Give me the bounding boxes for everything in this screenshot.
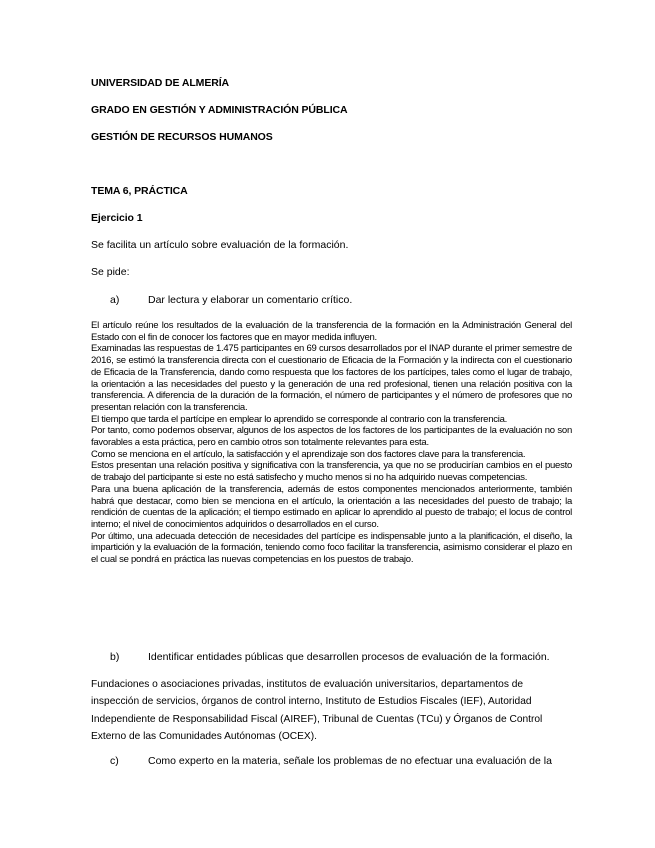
answer-a-paragraph: Como se menciona en el artículo, la satisfacción y el aprendizaje son dos factores clave para la transferencia. [91,448,526,460]
item-a [91,294,352,306]
item-c-text: Como experto en la materia, señale los problemas de no efectuar una evaluación de la [148,755,552,767]
answer-a-paragraph: Examinadas las respuestas de 1.475 participantes en 69 cursos desarrollados por el INAP durante el primer semestre de 2016, se estimó la transferencia directa con el cuestionario de Eficacia de la Formación y la indirecta con el cuestionario de Eficacia de la Transferencia, dando como respuesta que los factores de los partícipes, tales como el lugar de trabajo, la orientación a las necesidades del puesto y la generación de una red profesional, tienen una relación positiva con la transferencia. A diferencia de la duración de la formación, el número de participantes y el número de profesores que no presentan relación con la transferencia. [91,343,572,413]
exercise-heading: Ejercicio 1 [91,212,143,224]
university-heading: UNIVERSIDAD DE ALMERÍA [91,77,230,89]
answer-a-paragraph: Por tanto, como podemos observar, algunos de los aspectos de los factores de los participantes de la evaluación no son favorables a esta práctica, pero en cambio otros son totalmente relevantes para esta. [91,425,572,449]
answer-a-paragraph: El tiempo que tarda el partícipe en emplear lo aprendido se corresponde al contrario con la transferencia. [91,413,508,425]
item-a-marker: a) [110,294,120,306]
intro-line: Se facilita un artículo sobre evaluación de la formación. [91,239,349,251]
item-c [91,755,552,767]
answer-a-block [91,320,572,566]
answer-a-paragraph: Por último, una adecuada detección de necesidades del partícipe es indispensable junto a la planificación, el diseño, la impartición y la evaluación de la formación, teniendo como foco facilitar la transferencia, asimismo considerar el plazo en el cual se pondrá en práctica las nuevas competencias en los puestos de trabajo. [91,530,572,566]
request-line: Se pide: [91,266,130,278]
answer-a-paragraph: Estos presentan una relación positiva y significativa con la transferencia, ya que no se producirían cambios en el puesto de trabajo del participante si este no está satisfecho y mucho menos si no ha adquirido nuevas competencias. [91,460,572,484]
answer-a-paragraph: El artículo reúne los resultados de la evaluación de la transferencia de la formación en la Administración General del Estado con el fin de conocer los factores que en mayor medida influyen. [91,320,572,343]
degree-heading: GRADO EN GESTIÓN Y ADMINISTRACIÓN PÚBLICA [91,104,348,116]
item-c-marker: c) [110,755,119,767]
subject-heading: GESTIÓN DE RECURSOS HUMANOS [91,131,273,143]
item-b-marker: b) [110,651,120,663]
item-b-text: Identificar entidades públicas que desarrollen procesos de evaluación de la formación. [148,651,550,663]
item-b [91,651,550,663]
answer-a-paragraph: Para una buena aplicación de la transferencia, además de estos componentes mencionados anteriormente, también habrá que destacar, como bien se menciona en el artículo, la orientación a las necesidades del puesto de trabajo; la rendición de cuentas de la aplicación; el tiempo estimado en aplicar lo aprendido al puesto de trabajo; el locus de control interno; el nivel de conocimientos adquiridos o desarrollados en el curso. [91,483,572,530]
item-a-text: Dar lectura y elaborar un comentario crítico. [148,294,353,306]
topic-heading: TEMA 6, PRÁCTICA [91,185,188,197]
answer-b-paragraph: Fundaciones o asociaciones privadas, institutos de evaluación universitarios, departamentos de inspección de servicios, órganos de control interno, Instituto de Estudios Fiscales (IEF), Autoridad Independiente de Responsabilidad Fiscal (AIREF), Tribunal de Cuentas (TCu) y Órganos de Control Externo de las Comunidades Autónomas (OCEX). [91,679,543,743]
